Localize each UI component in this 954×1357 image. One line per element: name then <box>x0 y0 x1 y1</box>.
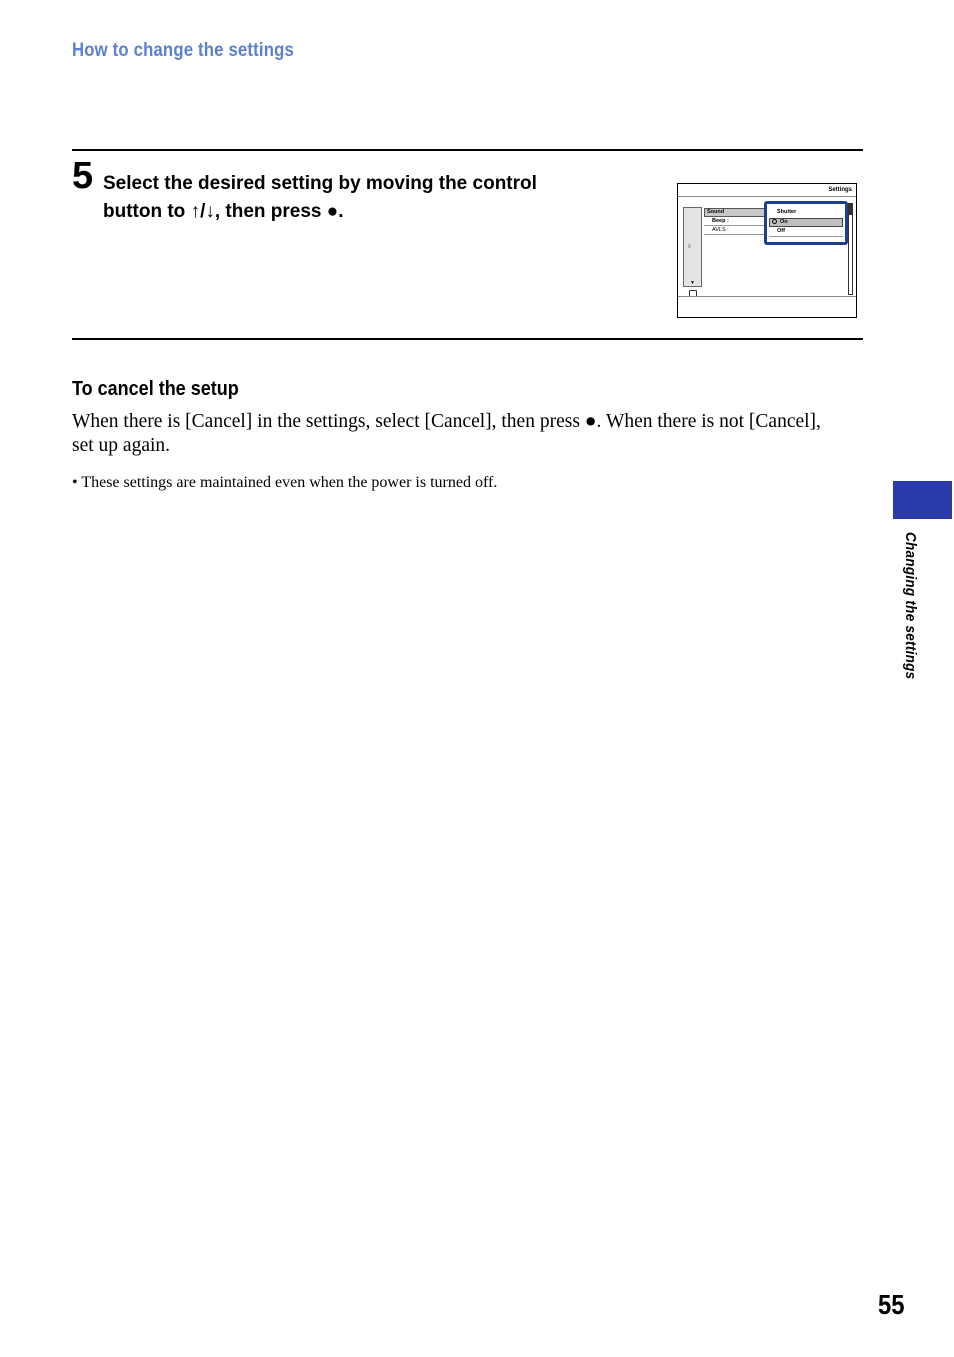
speaker-icon: ♮ <box>688 242 691 251</box>
lcd-menu-item-sound: Sound <box>704 208 768 217</box>
lcd-option-divider <box>769 236 843 237</box>
cancel-heading: To cancel the setup <box>72 378 239 400</box>
lcd-option-title: Shutter <box>777 209 797 215</box>
lcd-option-off: Off <box>777 228 785 234</box>
lcd-menu-item-beep: Beep : <box>704 218 772 226</box>
lcd-option-on-label: On <box>780 219 788 225</box>
lcd-scrollbar-thumb <box>848 203 853 215</box>
cancel-body: When there is [Cancel] in the settings, select [Cancel], then press ●. When there is not [Cancel], set up again. <box>72 411 821 456</box>
step-instruction: Select the desired setting by moving the control button to ↑/↓, then press ●. <box>103 173 537 222</box>
lcd-divider <box>678 196 856 197</box>
power-note: • These settings are maintained even when the power is turned off. <box>72 474 498 491</box>
lcd-option-box <box>764 201 848 245</box>
lcd-option-on <box>769 218 843 227</box>
lcd-bottom-divider <box>678 296 856 297</box>
down-arrow-icon: ▼ <box>690 280 695 286</box>
step-number: 5 <box>72 155 94 197</box>
lcd-menu-item-avls: AVLS : <box>704 227 772 235</box>
bottom-rule <box>72 338 863 340</box>
page-number: 55 <box>878 1289 905 1320</box>
lcd-side-panel <box>683 207 702 287</box>
top-rule <box>72 149 863 151</box>
section-title: How to change the settings <box>72 40 294 61</box>
lcd-scrollbar <box>848 203 853 295</box>
lcd-title: Settings <box>828 187 852 193</box>
camera-lcd-screenshot <box>677 183 857 318</box>
side-tab-label: Changing the settings <box>902 532 919 680</box>
radio-dot-icon <box>772 219 777 224</box>
side-tab-marker <box>893 481 952 519</box>
